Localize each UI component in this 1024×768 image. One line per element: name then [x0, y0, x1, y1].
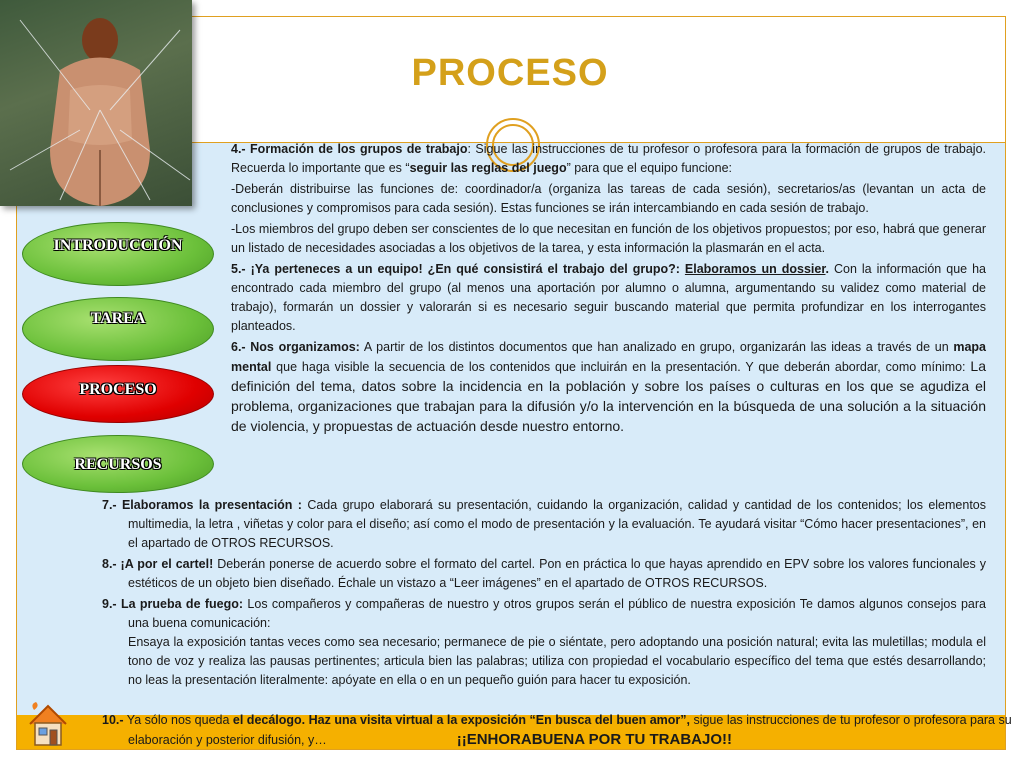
step-9-tips: Ensaya la exposición tantas veces como sea necesario; permanece de pie o siéntate, pero adoptando una posición natural; evita las muletillas; modula el tono de voz y realiza las pausas pertinentes; articula bien las palabras; utiliza con propiedad el vocabulario específico del tema que estés desarrollando; no leas la presentación literalmente: apóyate en ella o en un pequeño guión para hacer tu exposición.: [128, 635, 986, 687]
step-6: 6.- Nos organizamos: A partir de los distintos documentos que han analizado en grupo, organizarán las ideas a través de un mapa mental que haga visible la secuencia de los contenidos que incluirán en la presentación. Y que deberán abordar, como mínimo: La definición del tema, datos sobre la incidencia en la población y sobre los países o culturas en los que se agudiza el problema, organizaciones que trabajan para la difusión y/o la intervención en la búsqueda de una solución a la situación de violencia, y propuestas de actuación desde nuestro entorno.: [231, 340, 986, 434]
nav-recursos-button[interactable]: RECURSOS: [22, 435, 214, 493]
step-7: 7.- Elaboramos la presentación : Cada grupo elaborará su presentación, cuidando la organización, calidad y cantidad de los contenidos; los elementos multimedia, la letra , viñetas y color para el diseño; así como el modo de presentación y la evaluación. Te ayudará visitar “Cómo hacer presentaciones”, en el apartado de OTROS RECURSOS.: [102, 498, 987, 550]
steps-7-9: [102, 496, 986, 692]
home-icon[interactable]: [26, 700, 70, 750]
painting-image: [0, 0, 192, 206]
nav-introduccion-button[interactable]: INTRODUCCIÓN: [22, 222, 214, 286]
step-10: 10.- Ya sólo nos queda el decálogo. Haz una visita virtual a la exposición “En busca del buen amor”, sigue las instrucciones de tu profesor o profesora para su elaboración y posterior difusión, y… ¡¡ENHORABUENA POR TU TRABAJO!!: [102, 713, 1012, 748]
step-5: 5.- ¡Ya perteneces a un equipo! ¿En qué consistirá el trabajo del grupo?: Elaboramos un dossier. Con la información que ha encontrado cada miembro del grupo (al menos una aportación por alumno o alumna, argumentando su validez como material de trabajo), formarán un dossier y valorarán si es necesario seguir buscando material que permita profundizar en los interrogantes planteados.: [231, 262, 986, 333]
nav-proceso-button[interactable]: PROCESO: [22, 365, 214, 423]
nude-figure-icon: [0, 0, 192, 206]
step-4: 4.- Formación de los grupos de trabajo: Sigue las instrucciones de tu profesor o profesora para la formación de grupos de trabajo. Recuerda lo importante que es “seguir las reglas del juego” para que el equipo funcione:: [231, 142, 987, 175]
steps-4-6: [231, 140, 986, 439]
step-4-functions: -Deberán distribuirse las funciones de: coordinador/a (organiza las tareas de cada sesión), secretarios/as (levantan un acta de conclusiones y compromisos para cada sesión). Estas funciones se irán intercambiando en cada sesión de trabajo.: [231, 182, 986, 215]
page-title: PROCESO: [411, 52, 609, 94]
step-8: 8.- ¡A por el cartel! Deberán ponerse de acuerdo sobre el formato del cartel. Pon en práctica lo que hayas aprendido en EPV sobre los valores funcionales y estéticos de un objeto bien diseñado. Échale un vistazo a “Leer imágenes” en el apartado de OTROS RECURSOS.: [102, 557, 986, 590]
nav-tarea-button[interactable]: TAREA: [22, 297, 214, 361]
step-9: 9.- La prueba de fuego: Los compañeros y compañeras de nuestro y otros grupos serán el público de nuestra exposición Te damos algunos consejos para una buena comunicación: Ensaya la exposición tantas veces como sea necesario; permanece de pie o siéntate, pero adoptando una posición natural; evita las muletillas; modula el tono de voz y realiza las pausas pertinentes; articula bien las palabras; utiliza con propiedad el vocabulario específico del tema que estés desarrollando; no leas la presentación literalmente: apóyate en ella o en un pequeño guión para hacer tu exposición.: [102, 597, 986, 687]
congrats-text: ¡¡ENHORABUENA POR TU TRABAJO!!: [456, 731, 732, 748]
step-4-needs: -Los miembros del grupo deben ser conscientes de lo que necesitan en función de los objetivos propuestos; por eso, habrá que generar un listado de necesidades asociadas a los objetivos de la tarea, y esta información la plasmarán en el acta.: [231, 222, 986, 255]
